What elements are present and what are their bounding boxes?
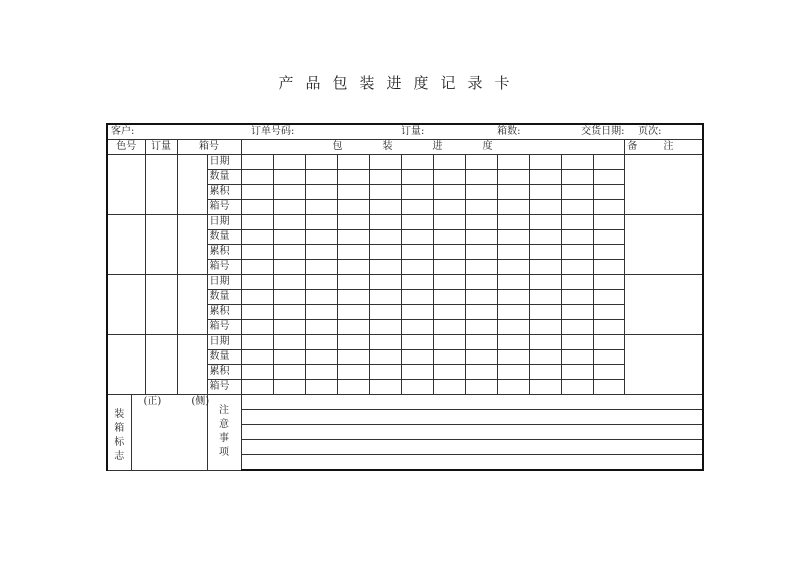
row-label: 数量	[207, 230, 241, 245]
progress-cell[interactable]	[369, 350, 401, 365]
progress-cell[interactable]	[337, 305, 369, 320]
progress-cell[interactable]	[401, 230, 433, 245]
progress-cell[interactable]	[465, 350, 497, 365]
notes-line[interactable]	[241, 410, 703, 425]
progress-cell[interactable]	[593, 230, 624, 245]
col-header-order-qty: 订量	[145, 140, 177, 155]
col-header-remark: 备注	[624, 140, 703, 155]
progress-cell[interactable]	[273, 260, 305, 275]
row-label: 累积	[207, 305, 241, 320]
notes-line[interactable]	[241, 395, 703, 410]
progress-cell[interactable]	[337, 215, 369, 230]
progress-cell[interactable]	[529, 215, 561, 230]
row-label: 数量	[207, 350, 241, 365]
progress-cell[interactable]	[305, 245, 337, 260]
remark-cell[interactable]	[624, 155, 703, 215]
progress-cell[interactable]	[401, 365, 433, 380]
progress-cell[interactable]	[337, 155, 369, 170]
progress-cell[interactable]	[497, 215, 529, 230]
progress-cell[interactable]	[337, 290, 369, 305]
progress-cell[interactable]	[465, 155, 497, 170]
progress-cell[interactable]	[337, 320, 369, 335]
table-row	[107, 215, 703, 230]
row-label: 日期	[207, 335, 241, 350]
progress-cell[interactable]	[561, 275, 593, 290]
progress-cell[interactable]	[465, 170, 497, 185]
progress-cell[interactable]	[465, 320, 497, 335]
progress-cell[interactable]	[497, 350, 529, 365]
table-row	[107, 275, 703, 290]
progress-cell[interactable]	[305, 260, 337, 275]
progress-cell[interactable]	[305, 290, 337, 305]
progress-cell[interactable]	[273, 170, 305, 185]
progress-cell[interactable]	[433, 305, 465, 320]
progress-cell[interactable]	[497, 155, 529, 170]
progress-cell[interactable]	[561, 320, 593, 335]
progress-cell[interactable]	[369, 245, 401, 260]
progress-cell[interactable]	[241, 290, 273, 305]
progress-cell[interactable]	[241, 230, 273, 245]
progress-cell[interactable]	[273, 380, 305, 395]
row-label: 累积	[207, 185, 241, 200]
progress-cell[interactable]	[241, 305, 273, 320]
col-header-color-no: 色号	[107, 140, 145, 155]
header-row	[107, 140, 703, 155]
progress-cell[interactable]	[465, 200, 497, 215]
progress-cell[interactable]	[497, 305, 529, 320]
col-header-progress: 包装进度	[241, 140, 624, 155]
col-header-box-no: 箱号	[177, 140, 241, 155]
progress-cell[interactable]	[561, 380, 593, 395]
progress-cell[interactable]	[529, 245, 561, 260]
progress-cell[interactable]	[529, 350, 561, 365]
progress-cell[interactable]	[497, 275, 529, 290]
progress-cell[interactable]	[305, 305, 337, 320]
progress-cell[interactable]	[369, 380, 401, 395]
progress-cell[interactable]	[497, 320, 529, 335]
progress-cell[interactable]	[433, 275, 465, 290]
progress-cell[interactable]	[433, 320, 465, 335]
progress-cell[interactable]	[593, 290, 624, 305]
progress-cell[interactable]	[561, 245, 593, 260]
progress-cell[interactable]	[561, 260, 593, 275]
progress-cell[interactable]	[561, 365, 593, 380]
progress-cell[interactable]	[273, 350, 305, 365]
table-row	[107, 155, 703, 170]
progress-cell[interactable]	[561, 215, 593, 230]
progress-cell[interactable]	[465, 335, 497, 350]
progress-cell[interactable]	[305, 320, 337, 335]
progress-cell[interactable]	[593, 215, 624, 230]
row-label: 箱号	[207, 200, 241, 215]
progress-cell[interactable]	[401, 185, 433, 200]
progress-cell[interactable]	[369, 320, 401, 335]
progress-cell[interactable]	[465, 275, 497, 290]
progress-cell[interactable]	[305, 335, 337, 350]
progress-cell[interactable]	[401, 260, 433, 275]
progress-cell[interactable]	[465, 185, 497, 200]
progress-cell[interactable]	[337, 200, 369, 215]
progress-cell[interactable]	[401, 290, 433, 305]
order-qty-cell[interactable]	[145, 215, 177, 275]
progress-cell[interactable]	[433, 365, 465, 380]
progress-cell[interactable]	[497, 365, 529, 380]
table-row	[107, 335, 703, 350]
notes-label: 注 意 事 项	[207, 395, 241, 471]
progress-cell[interactable]	[337, 275, 369, 290]
progress-cell[interactable]	[273, 305, 305, 320]
progress-cell[interactable]	[593, 380, 624, 395]
progress-cell[interactable]	[369, 290, 401, 305]
color-no-cell[interactable]	[107, 335, 145, 395]
progress-cell[interactable]	[497, 245, 529, 260]
progress-cell[interactable]	[337, 350, 369, 365]
box-no-cell[interactable]	[177, 335, 207, 395]
progress-cell[interactable]	[465, 365, 497, 380]
progress-cell[interactable]	[465, 290, 497, 305]
progress-cell[interactable]	[529, 335, 561, 350]
progress-cell[interactable]	[241, 245, 273, 260]
progress-cell[interactable]	[561, 335, 593, 350]
progress-cell[interactable]	[369, 200, 401, 215]
progress-cell[interactable]	[369, 275, 401, 290]
progress-cell[interactable]	[497, 170, 529, 185]
progress-cell[interactable]	[241, 200, 273, 215]
progress-cell[interactable]	[593, 185, 624, 200]
progress-cell[interactable]	[369, 335, 401, 350]
progress-cell[interactable]	[593, 245, 624, 260]
progress-cell[interactable]	[593, 335, 624, 350]
side-mark-label: (侧)	[191, 396, 210, 407]
progress-cell[interactable]	[465, 230, 497, 245]
progress-cell[interactable]	[561, 290, 593, 305]
progress-cell[interactable]	[497, 260, 529, 275]
progress-cell[interactable]	[337, 335, 369, 350]
progress-cell[interactable]	[529, 155, 561, 170]
notes-line[interactable]	[241, 440, 703, 455]
progress-cell[interactable]	[273, 320, 305, 335]
row-label: 箱号	[207, 260, 241, 275]
progress-cell[interactable]	[337, 365, 369, 380]
progress-cell[interactable]	[593, 365, 624, 380]
progress-cell[interactable]	[433, 290, 465, 305]
box-no-cell[interactable]	[177, 155, 207, 215]
progress-cell[interactable]	[305, 185, 337, 200]
progress-cell[interactable]	[497, 290, 529, 305]
progress-cell[interactable]	[401, 245, 433, 260]
progress-cell[interactable]	[273, 365, 305, 380]
progress-cell[interactable]	[593, 200, 624, 215]
info-row	[107, 124, 703, 140]
page-title: 产品包装进度记录卡	[278, 74, 522, 92]
progress-cell[interactable]	[305, 365, 337, 380]
progress-cell[interactable]	[401, 380, 433, 395]
progress-cell[interactable]	[433, 230, 465, 245]
progress-cell[interactable]	[433, 380, 465, 395]
progress-cell[interactable]	[497, 335, 529, 350]
progress-cell[interactable]	[337, 380, 369, 395]
progress-cell[interactable]	[561, 185, 593, 200]
progress-cell[interactable]	[369, 215, 401, 230]
progress-cell[interactable]	[529, 290, 561, 305]
progress-cell[interactable]	[305, 350, 337, 365]
progress-cell[interactable]	[273, 275, 305, 290]
progress-cell[interactable]	[593, 155, 624, 170]
progress-cell[interactable]	[593, 275, 624, 290]
progress-cell[interactable]	[465, 215, 497, 230]
progress-cell[interactable]	[529, 170, 561, 185]
notes-line[interactable]	[241, 425, 703, 440]
remark-cell[interactable]	[624, 215, 703, 275]
progress-cell[interactable]	[561, 155, 593, 170]
progress-cell[interactable]	[273, 245, 305, 260]
remark-cell[interactable]	[624, 335, 703, 395]
progress-cell[interactable]	[369, 365, 401, 380]
progress-cell[interactable]	[433, 170, 465, 185]
progress-cell[interactable]	[465, 380, 497, 395]
progress-cell[interactable]	[241, 170, 273, 185]
progress-cell[interactable]	[401, 305, 433, 320]
progress-cell[interactable]	[593, 170, 624, 185]
front-mark-label: (正)	[143, 396, 162, 407]
field-customer[interactable]: 客户:	[107, 124, 241, 140]
progress-cell[interactable]	[497, 230, 529, 245]
progress-cell[interactable]	[305, 275, 337, 290]
progress-cell[interactable]	[369, 185, 401, 200]
order-qty-cell[interactable]	[145, 275, 177, 335]
progress-cell[interactable]	[241, 335, 273, 350]
progress-cell[interactable]	[401, 155, 433, 170]
field-order-no[interactable]: 订单号码:	[241, 124, 401, 140]
progress-cell[interactable]	[529, 380, 561, 395]
progress-cell[interactable]	[273, 185, 305, 200]
progress-cell[interactable]	[369, 260, 401, 275]
row-label: 数量	[207, 290, 241, 305]
notes-row	[107, 395, 703, 410]
field-page[interactable]: 页次:	[624, 124, 703, 140]
progress-cell[interactable]	[593, 305, 624, 320]
progress-cell[interactable]	[305, 155, 337, 170]
row-label: 累积	[207, 245, 241, 260]
progress-cell[interactable]	[593, 320, 624, 335]
progress-cell[interactable]	[241, 350, 273, 365]
progress-cell[interactable]	[273, 200, 305, 215]
field-box-count[interactable]: 箱数:	[497, 124, 561, 140]
progress-cell[interactable]	[529, 200, 561, 215]
progress-cell[interactable]	[401, 170, 433, 185]
progress-cell[interactable]	[401, 335, 433, 350]
shipping-mark-area[interactable]	[131, 395, 210, 471]
progress-cell[interactable]	[337, 230, 369, 245]
progress-cell[interactable]	[593, 350, 624, 365]
progress-cell[interactable]	[497, 200, 529, 215]
progress-cell[interactable]	[241, 365, 273, 380]
progress-cell[interactable]	[241, 185, 273, 200]
progress-cell[interactable]	[529, 365, 561, 380]
progress-cell[interactable]	[497, 185, 529, 200]
progress-cell[interactable]	[305, 215, 337, 230]
progress-cell[interactable]	[273, 230, 305, 245]
color-no-cell[interactable]	[107, 155, 145, 215]
progress-cell[interactable]	[529, 185, 561, 200]
progress-cell[interactable]	[465, 245, 497, 260]
progress-cell[interactable]	[337, 260, 369, 275]
progress-cell[interactable]	[433, 200, 465, 215]
progress-cell[interactable]	[241, 260, 273, 275]
progress-cell[interactable]	[273, 215, 305, 230]
packing-progress-table	[106, 123, 704, 471]
progress-cell[interactable]	[561, 200, 593, 215]
order-qty-cell[interactable]	[145, 155, 177, 215]
field-quantity[interactable]: 订量:	[401, 124, 497, 140]
progress-cell[interactable]	[529, 305, 561, 320]
row-label: 累积	[207, 365, 241, 380]
progress-cell[interactable]	[465, 260, 497, 275]
progress-cell[interactable]	[273, 290, 305, 305]
progress-cell[interactable]	[433, 245, 465, 260]
progress-cell[interactable]	[241, 215, 273, 230]
remark-cell[interactable]	[624, 275, 703, 335]
progress-cell[interactable]	[529, 320, 561, 335]
progress-cell[interactable]	[401, 215, 433, 230]
row-label: 箱号	[207, 380, 241, 395]
progress-cell[interactable]	[369, 305, 401, 320]
progress-cell[interactable]	[433, 155, 465, 170]
color-no-cell[interactable]	[107, 275, 145, 335]
progress-cell[interactable]	[401, 200, 433, 215]
progress-cell[interactable]	[529, 260, 561, 275]
progress-cell[interactable]	[433, 215, 465, 230]
color-no-cell[interactable]	[107, 215, 145, 275]
progress-cell[interactable]	[241, 275, 273, 290]
progress-cell[interactable]	[561, 170, 593, 185]
progress-cell[interactable]	[305, 230, 337, 245]
progress-cell[interactable]	[273, 335, 305, 350]
progress-cell[interactable]	[433, 350, 465, 365]
progress-cell[interactable]	[337, 245, 369, 260]
progress-cell[interactable]	[401, 350, 433, 365]
progress-cell[interactable]	[401, 320, 433, 335]
shipping-mark-label: 装 箱 标 志	[107, 395, 131, 471]
row-label: 日期	[207, 275, 241, 290]
progress-cell[interactable]	[369, 170, 401, 185]
progress-cell[interactable]	[241, 320, 273, 335]
progress-cell[interactable]	[561, 230, 593, 245]
progress-cell[interactable]	[529, 275, 561, 290]
progress-cell[interactable]	[433, 335, 465, 350]
progress-cell[interactable]	[561, 350, 593, 365]
notes-line[interactable]	[241, 455, 703, 471]
progress-cell[interactable]	[433, 260, 465, 275]
box-no-cell[interactable]	[177, 215, 207, 275]
progress-cell[interactable]	[305, 200, 337, 215]
progress-cell[interactable]	[305, 170, 337, 185]
progress-cell[interactable]	[497, 380, 529, 395]
progress-cell[interactable]	[529, 230, 561, 245]
progress-cell[interactable]	[273, 155, 305, 170]
progress-cell[interactable]	[241, 380, 273, 395]
row-label: 日期	[207, 155, 241, 170]
progress-cell[interactable]	[337, 185, 369, 200]
box-no-cell[interactable]	[177, 275, 207, 335]
row-label: 日期	[207, 215, 241, 230]
field-delivery-date[interactable]: 交货日期:	[561, 124, 624, 140]
progress-cell[interactable]	[401, 275, 433, 290]
row-label: 箱号	[207, 320, 241, 335]
progress-cell[interactable]	[433, 185, 465, 200]
progress-cell[interactable]	[241, 155, 273, 170]
progress-cell[interactable]	[561, 305, 593, 320]
progress-cell[interactable]	[305, 380, 337, 395]
progress-cell[interactable]	[337, 170, 369, 185]
order-qty-cell[interactable]	[145, 335, 177, 395]
progress-cell[interactable]	[593, 260, 624, 275]
progress-cell[interactable]	[369, 230, 401, 245]
progress-cell[interactable]	[369, 155, 401, 170]
progress-cell[interactable]	[465, 305, 497, 320]
row-label: 数量	[207, 170, 241, 185]
